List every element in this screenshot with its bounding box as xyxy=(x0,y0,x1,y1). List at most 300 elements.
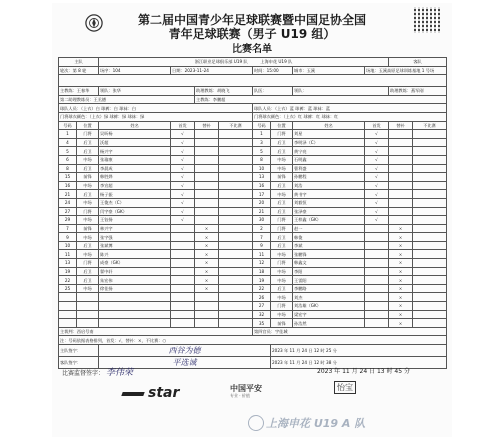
home-sub-mark xyxy=(195,198,219,207)
home-starter-mark: √ xyxy=(171,164,195,173)
away-player-name: 刘毅恒 xyxy=(293,198,365,207)
away-sub-mark xyxy=(389,155,413,164)
table-row xyxy=(59,319,447,328)
away-player-number: 11 xyxy=(253,250,271,259)
table-row xyxy=(59,302,447,311)
away-starter-mark xyxy=(365,241,389,250)
home-player-position xyxy=(77,319,99,328)
home-starter-mark xyxy=(171,267,195,276)
away-sign-label: 客队签字： xyxy=(59,357,99,369)
home-player-name: 吴昕杨 xyxy=(99,130,171,139)
match-sheet xyxy=(52,3,452,437)
away-player-position: 后卫 xyxy=(271,138,293,147)
note-row xyxy=(59,336,447,345)
away-player-number: 13 xyxy=(253,173,271,182)
home-sign-date: 2023 年 11 月 24 日 12 时 25 分 xyxy=(271,345,447,357)
away-player-number: 35 xyxy=(253,319,271,328)
away-sub-mark xyxy=(389,198,413,207)
table-row xyxy=(59,181,447,190)
col-name: 姓名 xyxy=(293,121,365,130)
home-sub-mark xyxy=(195,190,219,199)
away-player-position: 后卫 xyxy=(271,233,293,242)
match-info-row xyxy=(59,66,447,75)
shenhua-ball-icon xyxy=(248,415,264,431)
match-title-row xyxy=(59,58,447,67)
home-not-dressed-mark xyxy=(219,207,253,216)
home-not-dressed-mark xyxy=(219,267,253,276)
away-player-name: 孙鹏程 xyxy=(293,173,365,182)
home-player-number: 8 xyxy=(59,164,77,173)
away-player-position: 后卫 xyxy=(271,198,293,207)
away-not-dressed-mark xyxy=(413,267,447,276)
home-player-name: 张宇强 xyxy=(99,233,171,242)
away-player-position: 中场 xyxy=(271,250,293,259)
away-player-number: 20 xyxy=(253,198,271,207)
qr-code-icon xyxy=(414,7,440,33)
watermark: 上海申花 U19 A 队 xyxy=(266,417,366,430)
match-city: 城市：玉溪 xyxy=(293,66,365,75)
home-starter-mark xyxy=(171,224,195,233)
away-starter-mark: √ xyxy=(365,155,389,164)
home-player-number xyxy=(59,293,77,302)
home-sub-mark: × xyxy=(195,267,219,276)
title-line3: 比赛名单 xyxy=(232,44,272,55)
lineup-table xyxy=(58,57,447,369)
home-player-name: 王俊杰（C） xyxy=(99,198,171,207)
home-not-dressed-mark xyxy=(219,319,253,328)
home-player-position xyxy=(77,310,99,319)
away-player-name: 刘杰 xyxy=(293,293,365,302)
home-player-position: 前锋 xyxy=(77,224,99,233)
away-player-number: 30 xyxy=(253,216,271,225)
away-player-number: 21 xyxy=(253,207,271,216)
home-not-dressed-mark xyxy=(219,276,253,285)
home-player-number: 13 xyxy=(59,259,77,268)
match-date: 日期：2023-11-24 xyxy=(171,66,253,75)
home-player-position xyxy=(77,293,99,302)
table-row xyxy=(59,267,447,276)
home-sub-mark xyxy=(195,164,219,173)
home-not-dressed-mark xyxy=(219,233,253,242)
away-player-position: 中场 xyxy=(271,155,293,164)
home-player-position: 中场 xyxy=(77,216,99,225)
home-sub-mark xyxy=(195,130,219,139)
away-player-name: 韩鑫文 xyxy=(293,259,365,268)
home-player-number xyxy=(59,302,77,311)
home-sub-mark xyxy=(195,181,219,190)
officials-row-4 xyxy=(59,112,447,121)
home-sub-mark xyxy=(195,293,219,302)
away-sign-date: 2023 年 11 月 24 日 12 时 38 分 xyxy=(271,357,447,369)
away-player-position: 前锋 xyxy=(271,319,293,328)
home-player-name xyxy=(99,310,171,319)
home-player-position: 中场 xyxy=(77,181,99,190)
away-starter-mark xyxy=(365,233,389,242)
away-sub-mark xyxy=(389,147,413,156)
home-player-name: 沃超 xyxy=(99,138,171,147)
col-not-dressed: 不比赛 xyxy=(219,121,253,130)
home-player-name: 徐佳扬 xyxy=(99,284,171,293)
supervisor-signature: 李伟荣 xyxy=(105,368,133,378)
away-signature: 平选诚 xyxy=(172,357,197,367)
home-second-coach: 第二助理教练员：王丞德 xyxy=(59,95,195,104)
away-not-dressed-mark xyxy=(413,216,447,225)
home-sub-mark xyxy=(195,173,219,182)
away-player-position: 中场 xyxy=(271,310,293,319)
home-player-name: 林兴宇 xyxy=(99,224,171,233)
home-team-label: 主队 xyxy=(59,58,99,67)
table-row xyxy=(59,155,447,164)
away-not-dressed-mark xyxy=(413,224,447,233)
home-player-name: 张瑜康 xyxy=(99,155,171,164)
home-player-name: 杨子振 xyxy=(99,190,171,199)
away-not-dressed-mark xyxy=(413,241,447,250)
spacer-row xyxy=(59,75,447,87)
away-sub-mark xyxy=(389,181,413,190)
away-player-name: 黄宁亮 xyxy=(293,147,365,156)
home-starter-mark: √ xyxy=(171,198,195,207)
home-sign-label: 主队签字： xyxy=(59,345,99,357)
table-row xyxy=(59,284,447,293)
home-not-dressed-mark xyxy=(219,155,253,164)
title-line1: 第二届中国青少年足球联赛暨中国足协全国 xyxy=(137,13,366,27)
home-sub-mark xyxy=(195,155,219,164)
home-starter-mark: √ xyxy=(171,130,195,139)
home-starter-mark: √ xyxy=(171,155,195,164)
away-sub-mark: × xyxy=(389,259,413,268)
table-row xyxy=(59,207,447,216)
away-starter-mark: √ xyxy=(365,198,389,207)
table-row xyxy=(59,241,447,250)
away-player-number: 5 xyxy=(253,147,271,156)
away-starter-mark xyxy=(365,293,389,302)
away-player-number: 3 xyxy=(253,138,271,147)
away-player-name: 张泽豪 xyxy=(293,207,365,216)
away-player-number: 2 xyxy=(253,224,271,233)
away-not-dressed-mark xyxy=(413,276,447,285)
table-row xyxy=(59,164,447,173)
away-sub-mark: × xyxy=(389,224,413,233)
table-row xyxy=(59,173,447,182)
away-not-dressed-mark xyxy=(413,198,447,207)
away-starter-mark xyxy=(365,250,389,259)
away-player-position: 前锋 xyxy=(271,173,293,182)
home-not-dressed-mark xyxy=(219,259,253,268)
yibao-logo: 怡宝 xyxy=(334,381,356,394)
away-not-dressed-mark xyxy=(413,181,447,190)
away-player-position: 门将 xyxy=(271,259,293,268)
away-sub-mark: × xyxy=(389,233,413,242)
home-staff: 球队人员：（上衣）白 球裤：白 球袜：白 xyxy=(59,104,253,113)
away-sub-mark: × xyxy=(389,293,413,302)
away-player-number: 16 xyxy=(253,181,271,190)
col-pos: 位置 xyxy=(271,121,293,130)
away-not-dressed-mark xyxy=(413,190,447,199)
col-no: 号码 xyxy=(59,121,77,130)
supervisor-footer xyxy=(62,365,410,378)
home-player-name: 成豪（GK） xyxy=(99,259,171,268)
away-sub-mark: × xyxy=(389,241,413,250)
home-player-name: 韩胜烨 xyxy=(99,173,171,182)
title-line2: 青年足球联赛（男子 U19 组） xyxy=(168,27,336,41)
away-starter-mark xyxy=(365,224,389,233)
table-row xyxy=(59,198,447,207)
col-starter: 首发 xyxy=(365,121,389,130)
away-sub-mark xyxy=(389,216,413,225)
away-sub-mark: × xyxy=(389,276,413,285)
away-starter-mark xyxy=(365,302,389,311)
home-starter-mark: √ xyxy=(171,207,195,216)
home-not-dressed-mark xyxy=(219,198,253,207)
col-sub: 替补 xyxy=(195,121,219,130)
home-starter-mark xyxy=(171,310,195,319)
away-player-name: 王雷阳 xyxy=(293,276,365,285)
away-player-position: 门将 xyxy=(271,224,293,233)
home-not-dressed-mark xyxy=(219,164,253,173)
away-not-dressed-mark xyxy=(413,173,447,182)
home-player-number: 6 xyxy=(59,155,77,164)
away-starter-mark: √ xyxy=(365,164,389,173)
home-sub-mark: × xyxy=(195,250,219,259)
away-starter-mark xyxy=(365,310,389,319)
home-not-dressed-mark xyxy=(219,224,253,233)
star-logo: star xyxy=(148,385,180,401)
away-sub-mark: × xyxy=(389,267,413,276)
home-starter-mark xyxy=(171,259,195,268)
away-sub-mark xyxy=(389,207,413,216)
home-player-position: 中场 xyxy=(77,250,99,259)
table-row xyxy=(59,216,447,225)
officials-row-3 xyxy=(59,104,447,113)
home-not-dressed-mark xyxy=(219,216,253,225)
home-player-position: 后卫 xyxy=(77,164,99,173)
table-row xyxy=(59,276,447,285)
away-player-name: 李明泽（C） xyxy=(293,138,365,147)
home-sub-mark xyxy=(195,207,219,216)
home-player-number: 25 xyxy=(59,284,77,293)
away-not-dressed-mark xyxy=(413,259,447,268)
away-starter-mark: √ xyxy=(365,138,389,147)
table-row xyxy=(59,310,447,319)
home-not-dressed-mark xyxy=(219,147,253,156)
table-row xyxy=(59,259,447,268)
away-sub-mark xyxy=(389,130,413,139)
away-player-position: 中场 xyxy=(271,276,293,285)
home-player-position: 门将 xyxy=(77,130,99,139)
home-sub-mark: × xyxy=(195,241,219,250)
home-player-name: 李宣超 xyxy=(99,181,171,190)
home-starter-mark: √ xyxy=(171,147,195,156)
home-sub-mark: × xyxy=(195,224,219,233)
match-title: 浙江职业足球俱乐部 U19 队 上海申花 U19 队 xyxy=(99,58,389,67)
supervisor-date: 2023 年 11 月 24 日 13 时 45 分 xyxy=(317,368,410,375)
table-row xyxy=(59,130,447,139)
col-no: 号码 xyxy=(253,121,271,130)
home-starter-mark: √ xyxy=(171,190,195,199)
home-sub-mark: × xyxy=(195,284,219,293)
home-starter-mark: √ xyxy=(171,216,195,225)
home-not-dressed-mark xyxy=(219,130,253,139)
away-not-dressed-mark xyxy=(413,319,447,328)
home-not-dressed-mark xyxy=(219,241,253,250)
home-starter-mark xyxy=(171,250,195,259)
home-player-position: 后卫 xyxy=(77,241,99,250)
home-player-position: 门将 xyxy=(77,259,99,268)
away-player-name: 赵一 xyxy=(293,224,365,233)
table-row xyxy=(59,190,447,199)
home-sub-mark xyxy=(195,319,219,328)
home-starter-mark xyxy=(171,319,195,328)
home-player-number: 11 xyxy=(59,250,77,259)
home-not-dressed-mark xyxy=(219,302,253,311)
home-player-position: 后卫 xyxy=(77,276,99,285)
away-not-dressed-mark xyxy=(413,130,447,139)
away-player-number: 12 xyxy=(253,259,271,268)
away-starter-mark: √ xyxy=(365,173,389,182)
home-coach: 主教练：王春华 xyxy=(59,87,99,96)
home-starter-mark xyxy=(171,293,195,302)
home-player-position xyxy=(77,302,99,311)
table-row xyxy=(59,224,447,233)
away-player-position: 中场 xyxy=(271,293,293,302)
away-player-position: 后卫 xyxy=(271,241,293,250)
away-starter-mark: √ xyxy=(365,207,389,216)
column-header-row xyxy=(59,121,447,130)
home-player-number: 5 xyxy=(59,147,77,156)
away-not-dressed-mark xyxy=(413,284,447,293)
away-player-position: 中场 xyxy=(271,190,293,199)
home-player-position: 后卫 xyxy=(77,190,99,199)
home-player-name: 陈兴 xyxy=(99,250,171,259)
home-sub-mark xyxy=(195,147,219,156)
home-player-position: 中场 xyxy=(77,198,99,207)
home-player-position: 中场 xyxy=(77,233,99,242)
home-starter-mark: √ xyxy=(171,181,195,190)
home-sub-mark xyxy=(195,138,219,147)
home-player-name: 李晨成 xyxy=(99,164,171,173)
home-starter-mark xyxy=(171,241,195,250)
home-player-name xyxy=(99,319,171,328)
away-starter-mark xyxy=(365,267,389,276)
away-player-name: 李斌 xyxy=(293,241,365,250)
home-not-dressed-mark xyxy=(219,284,253,293)
away-leader: 领队： xyxy=(293,87,389,96)
home-sub-mark: × xyxy=(195,233,219,242)
home-starter-mark: √ xyxy=(171,173,195,182)
home-player-name: 翟中轩 xyxy=(99,267,171,276)
away-starter-mark xyxy=(365,276,389,285)
home-player-number: 27 xyxy=(59,207,77,216)
home-player-number xyxy=(59,310,77,319)
away-starter-mark: √ xyxy=(365,190,389,199)
sponsor-bar xyxy=(52,381,452,437)
away-not-dressed-mark xyxy=(413,155,447,164)
away-player-number: 10 xyxy=(253,164,271,173)
home-starter-mark xyxy=(171,284,195,293)
home-player-name: 王钰扬 xyxy=(99,216,171,225)
away-player-position: 中场 xyxy=(271,267,293,276)
away-assistant: 助理教练：燕军刚 xyxy=(389,87,447,96)
away-sub-mark: × xyxy=(389,310,413,319)
away-player-name: 曹利盛 xyxy=(293,164,365,173)
home-sub-mark: × xyxy=(195,276,219,285)
home-player-number: 1 xyxy=(59,130,77,139)
away-sub-mark xyxy=(389,164,413,173)
home-player-name: 张斌博 xyxy=(99,241,171,250)
away-not-dressed-mark xyxy=(413,310,447,319)
away-starter-mark: √ xyxy=(365,181,389,190)
home-player-number: 22 xyxy=(59,276,77,285)
away-player-name: 韩俊 xyxy=(293,233,365,242)
away-starter-mark xyxy=(365,319,389,328)
away-player-position: 后卫 xyxy=(271,284,293,293)
home-player-number: 24 xyxy=(59,198,77,207)
col-starter: 首发 xyxy=(171,121,195,130)
away-sub-mark: × xyxy=(389,284,413,293)
away-not-dressed-mark xyxy=(413,207,447,216)
main-referee: 主裁判：西启号南 xyxy=(59,327,253,336)
away-player-number: 17 xyxy=(253,190,271,199)
away-sub-mark xyxy=(389,173,413,182)
fourth-official: 第四官员：宇佳城 xyxy=(253,327,447,336)
away-player-name: 黄书宇 xyxy=(293,190,365,199)
away-not-dressed-mark xyxy=(413,138,447,147)
home-player-number xyxy=(59,319,77,328)
home-starter-mark xyxy=(171,233,195,242)
away-not-dressed-mark xyxy=(413,233,447,242)
home-not-dressed-mark xyxy=(219,293,253,302)
home-player-number: 10 xyxy=(59,241,77,250)
col-name: 姓名 xyxy=(99,121,171,130)
match-venue: 场地：玉溪高原足球训练基地 1 号场 xyxy=(365,66,447,75)
away-sub-mark: × xyxy=(389,319,413,328)
referee-row-1 xyxy=(59,327,447,336)
away-player-name: 石明鑫 xyxy=(293,155,365,164)
away-player-position: 后卫 xyxy=(271,147,293,156)
home-sub-mark xyxy=(195,302,219,311)
away-starter-mark: √ xyxy=(365,130,389,139)
table-row xyxy=(59,147,447,156)
home-doctor: 队医： xyxy=(253,87,293,96)
home-sub-mark xyxy=(195,310,219,319)
home-player-number: 7 xyxy=(59,224,77,233)
home-player-number: 9 xyxy=(59,233,77,242)
officials-row-1 xyxy=(59,87,447,96)
home-sub-mark xyxy=(195,216,219,225)
away-player-position: 中场 xyxy=(271,164,293,173)
home-player-number: 16 xyxy=(59,181,77,190)
home-player-number: 29 xyxy=(59,216,77,225)
home-starter-mark xyxy=(171,276,195,285)
home-assistant: 助理教练：胡晓飞 xyxy=(195,87,253,96)
home-not-dressed-mark xyxy=(219,250,253,259)
away-player-number: 22 xyxy=(253,284,271,293)
col-pos: 位置 xyxy=(77,121,99,130)
away-player-name: 刘星 xyxy=(293,130,365,139)
away-gk-colors: 门将球衣颜色：（上衣）红 球裤：红 球袜：红 xyxy=(253,112,447,121)
away-team-label: 客队 xyxy=(389,58,447,67)
home-not-dressed-mark xyxy=(219,181,253,190)
away-player-number: 8 xyxy=(253,155,271,164)
away-player-name: 刘浩 xyxy=(293,181,365,190)
home-player-position: 后卫 xyxy=(77,267,99,276)
away-player-name: 张鹏锋 xyxy=(293,250,365,259)
away-staff: 球队人员：（上衣）蓝 球裤：蓝 球袜：蓝 xyxy=(253,104,447,113)
away-player-name: 王梓鑫（GK） xyxy=(293,216,365,225)
away-player-name: 刘浩雄（GK） xyxy=(293,302,365,311)
table-row xyxy=(59,233,447,242)
home-signature: 西谷为德 xyxy=(168,345,201,355)
